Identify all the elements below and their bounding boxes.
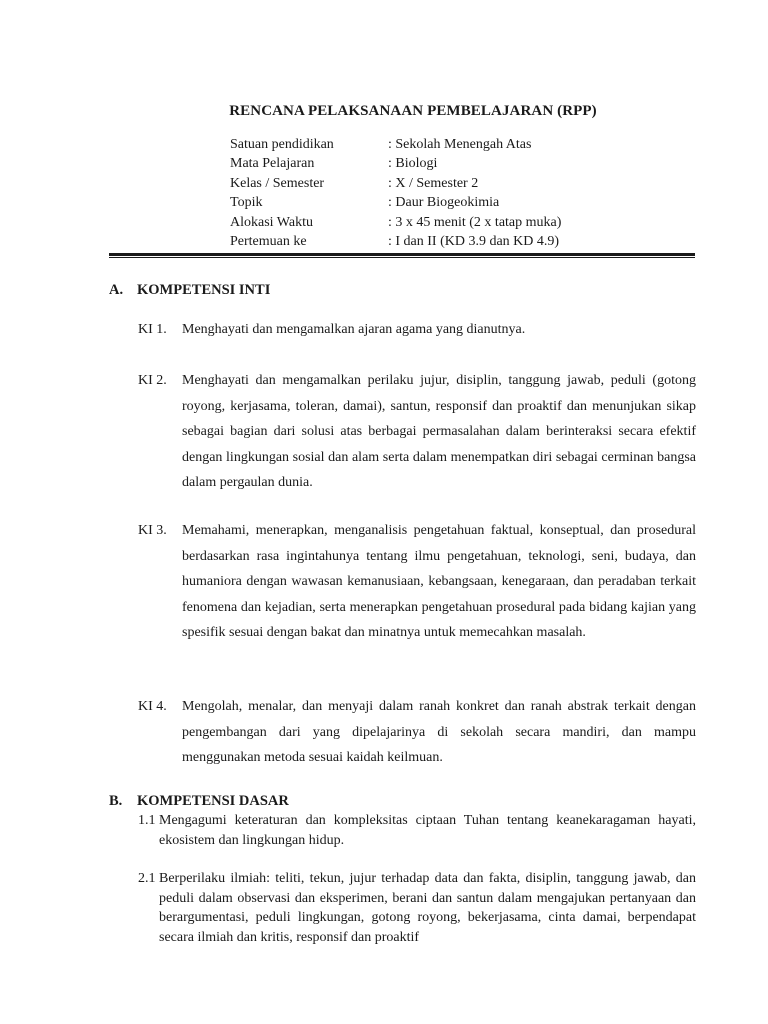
kd-number: 2.1 <box>138 871 156 886</box>
section-letter: A. <box>109 282 124 298</box>
identity-value: : I dan II (KD 3.9 dan KD 4.9) <box>388 234 560 250</box>
identity-label: Topik <box>230 195 263 211</box>
identity-row <box>230 174 561 193</box>
ki-text: Mengolah, menalar, dan menyaji dalam ranah konkret dan ranah abstrak terkait dengan pengembangan dari yang dipelajarinya di sekolah secara mandiri, dan mampu menggunakan metoda sesuai kaidah keilmuan. <box>182 699 696 765</box>
kd-text: Berperilaku ilmiah: teliti, tekun, jujur terhadap data dan fakta, disiplin, tanggung jawab, dan peduli dalam observasi dan eksperimen, berani dan santun dalam mengajukan pertanyaan dan berargumentasi, peduli lingkungan, gotong royong, bekerjasama, cinta damai, berpendapat secara ilmiah dan kritis, responsif dan proaktif <box>159 871 696 945</box>
ki-item <box>138 694 696 771</box>
identity-row <box>230 135 561 154</box>
identity-row <box>230 193 561 212</box>
document-title: RENCANA PELAKSANAAN PEMBELAJARAN (RPP) <box>229 103 597 119</box>
identity-value: : 3 x 45 menit (2 x tatap muka) <box>388 214 562 230</box>
ki-number: KI 1. <box>138 322 167 337</box>
ki-number: KI 4. <box>138 699 167 714</box>
kd-item <box>138 869 696 947</box>
header-divider-thick <box>109 253 695 256</box>
identity-label: Alokasi Waktu <box>230 214 313 230</box>
ki-text: Menghayati dan mengamalkan perilaku jujur, disiplin, tanggung jawab, peduli (gotong royong, kerjasama, toleran, damai), santun, responsif dan proaktif dan menunjukan sikap sebagai bagian dari solusi atas berbagai permasalahan dalam berinteraksi secara efektif dengan lingkungan sosial dan alam serta dalam menempatkan diri sebagai cerminan bangsa dalam pergaulan dunia. <box>182 373 696 490</box>
identity-label: Mata Pelajaran <box>230 156 315 172</box>
identity-table <box>230 135 561 251</box>
identity-value: : Daur Biogeokimia <box>388 195 500 211</box>
identity-value: : Biologi <box>388 156 438 172</box>
ki-item <box>138 368 696 496</box>
ki-text: Memahami, menerapkan, menganalisis pengetahuan faktual, konseptual, dan prosedural berdasarkan rasa ingintahunya tentang ilmu pengetahuan, teknologi, seni, budaya, dan humaniora dengan wawasan kemanusiaan, kebangsaan, kenegaraan, dan peradaban terkait fenomena dan kejadian, serta menerapkan pengetahuan prosedural pada bidang kajian yang spesifik sesuai dengan bakat dan minatnya untuk memecahkan masalah. <box>182 523 696 640</box>
ki-item <box>138 518 696 646</box>
section-a-heading <box>109 282 270 299</box>
section-title: KOMPETENSI INTI <box>137 282 271 298</box>
kd-text: Mengagumi keteraturan dan kompleksitas ciptaan Tuhan tentang keanekaragaman hayati, ekosistem dan lingkungan hidup. <box>159 813 696 848</box>
section-letter: B. <box>109 793 123 809</box>
identity-label: Kelas / Semester <box>230 175 325 191</box>
identity-label: Satuan pendidikan <box>230 137 334 152</box>
identity-value: : X / Semester 2 <box>388 175 479 191</box>
ki-item <box>138 317 696 343</box>
section-b-heading <box>109 793 289 810</box>
identity-row <box>230 154 561 173</box>
ki-number: KI 3. <box>138 523 167 538</box>
kd-number: 1.1 <box>138 813 156 828</box>
kd-item <box>138 811 696 850</box>
header-divider-thin <box>109 257 695 258</box>
identity-label: Pertemuan ke <box>230 234 307 250</box>
section-title: KOMPETENSI DASAR <box>137 793 289 809</box>
identity-row <box>230 213 561 232</box>
identity-row <box>230 232 561 251</box>
ki-text: Menghayati dan mengamalkan ajaran agama yang dianutnya. <box>182 322 526 337</box>
ki-number: KI 2. <box>138 373 167 388</box>
identity-value: : Sekolah Menengah Atas <box>388 137 532 152</box>
